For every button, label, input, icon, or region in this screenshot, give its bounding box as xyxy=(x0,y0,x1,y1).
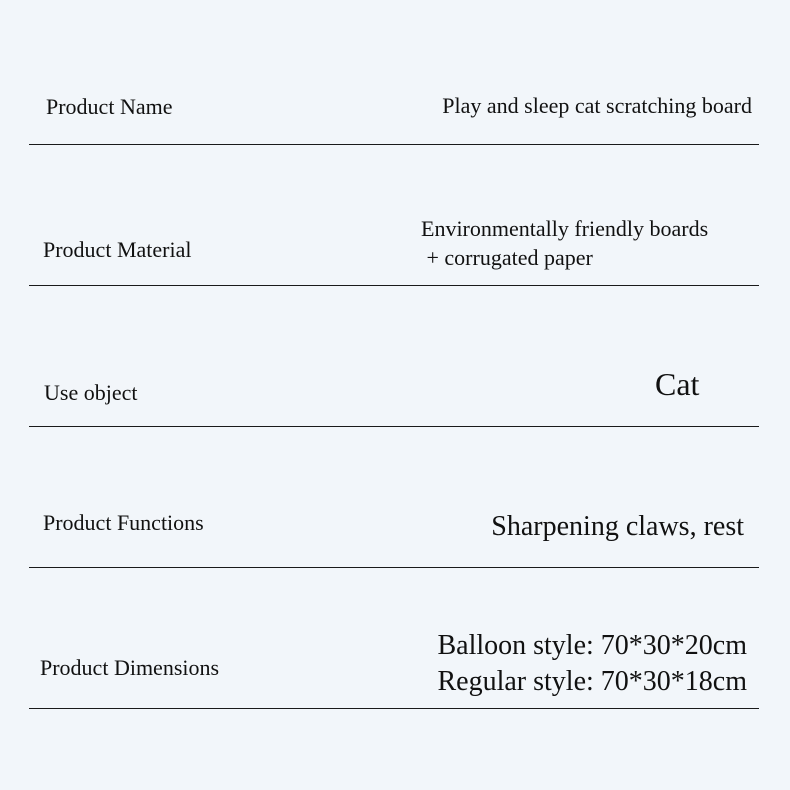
row-value-product-material-line-1: Environmentally friendly boards xyxy=(421,216,709,241)
row-divider xyxy=(29,285,759,286)
row-value-use-object: Cat xyxy=(655,366,700,402)
row-divider xyxy=(29,567,759,568)
row-value-product-dimensions-line-1: Balloon style: 70*30*20cm xyxy=(437,630,747,661)
row-divider xyxy=(29,708,759,709)
row-value-product-functions: Sharpening claws, rest xyxy=(491,511,744,542)
row-label-product-name: Product Name xyxy=(46,94,173,119)
row-label-product-dimensions: Product Dimensions xyxy=(40,655,220,680)
row-label-product-material: Product Material xyxy=(43,237,192,262)
row-divider xyxy=(29,144,759,145)
row-value-product-material-line-2: + corrugated paper xyxy=(421,245,593,270)
row-value-product-name: Play and sleep cat scratching board xyxy=(442,93,752,118)
row-label-product-functions: Product Functions xyxy=(43,510,204,535)
row-value-product-dimensions-line-2: Regular style: 70*30*18cm xyxy=(437,666,747,697)
row-divider xyxy=(29,426,759,427)
row-label-use-object: Use object xyxy=(44,380,138,405)
